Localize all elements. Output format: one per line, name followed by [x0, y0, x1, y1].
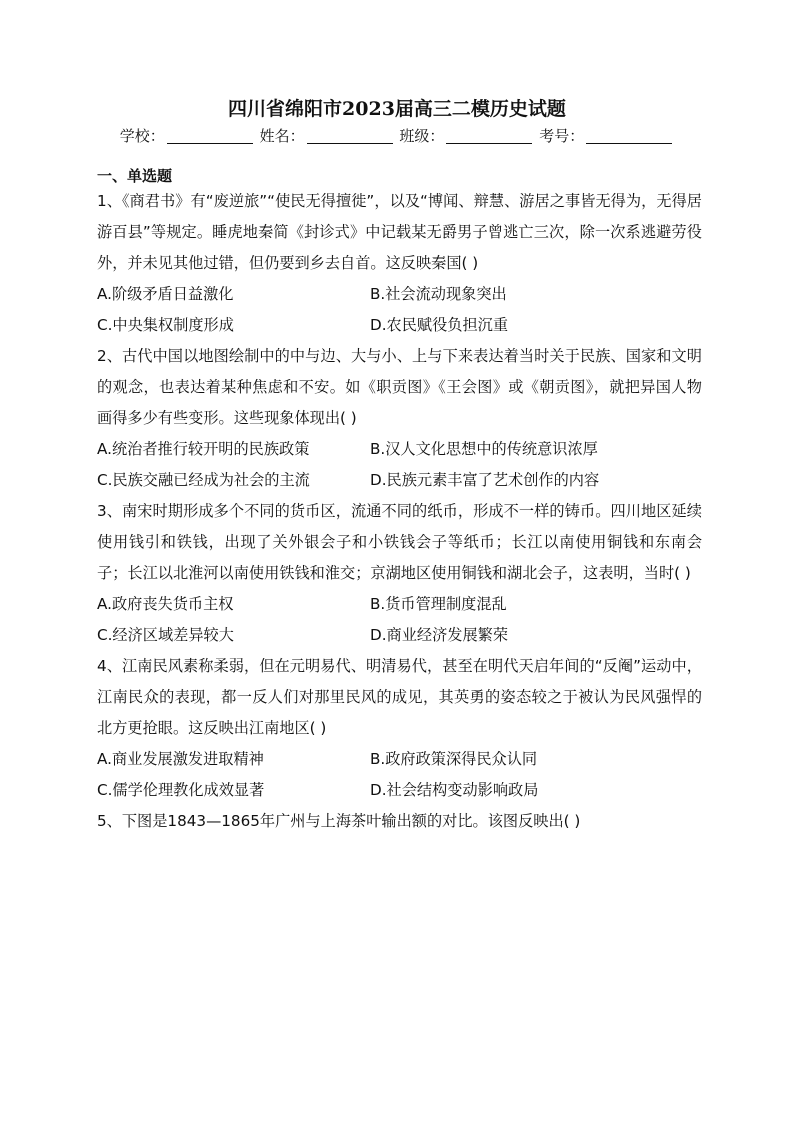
option-b[interactable]: B.社会流动现象突出	[370, 285, 507, 303]
option-row	[97, 465, 702, 496]
question-stem: 2、古代中国以地图绘制中的中与边、大与小、上与下来表达着当时关于民族、国家和文明的观念，也表达着某种焦虑和不安。如《职贡图》《王会图》或《朝贡图》，就把异国人物画得多少有些变形。这些现象体现出( )	[97, 347, 702, 427]
option-d[interactable]: D.商业经济发展繁荣	[370, 626, 509, 644]
section-title: 一、单选题	[97, 167, 173, 185]
option-d[interactable]: D.民族元素丰富了艺术创作的内容	[370, 471, 600, 489]
question-3	[97, 496, 702, 651]
exam-number-field	[539, 125, 674, 147]
exam-number-label: 考号：	[539, 127, 585, 145]
option-a[interactable]: A.政府丧失货币主权	[97, 595, 234, 613]
option-c[interactable]: C.民族交融已经成为社会的主流	[97, 471, 310, 489]
option-c[interactable]: C.中央集权制度形成	[97, 316, 234, 334]
question-stem: 3、南宋时期形成多个不同的货币区，流通不同的纸币，形成不一样的铸币。四川地区延续使用钱引和铁钱，出现了关外银会子和小铁钱会子等纸币；长江以南使用铜钱和东南会子；长江以北淮河以南使用铁钱和淮交；京湖地区使用铜钱和湖北会子，这表明，当时( )	[97, 502, 702, 582]
option-d[interactable]: D.社会结构变动影响政局	[370, 781, 539, 799]
exam-title: 四川省绵阳市2023届高三二模历史试题	[228, 98, 566, 120]
school-blank[interactable]	[167, 127, 253, 144]
option-row	[97, 434, 702, 465]
student-info-line	[0, 125, 794, 147]
question-stem: 1、《商君书》有“废逆旅”“使民无得擅徙”，以及“博闻、辩慧、游居之事皆无得为，无得居游百县”等规定。睡虎地秦简《封诊式》中记载某无爵男子曾逃亡三次，除一次系逃避劳役外，并未见其他过错，但仍要到乡去自首。这反映秦国( )	[97, 192, 702, 272]
question-2	[97, 341, 702, 496]
option-row	[97, 744, 702, 775]
option-row	[97, 589, 702, 620]
option-row	[97, 279, 702, 310]
question-1	[97, 186, 702, 341]
class-field	[399, 125, 534, 147]
question-stem: 4、江南民风素称柔弱，但在元明易代、明清易代，甚至在明代天启年间的“反阉”运动中，江南民众的表现，都一反人们对那里民风的成见，其英勇的姿态较之于被认为民风强悍的北方更抢眼。这反映出江南地区( )	[97, 657, 702, 737]
question-stem: 5、下图是1843—1865年广州与上海茶叶输出额的对比。该图反映出( )	[97, 812, 581, 830]
class-label: 班级：	[399, 127, 445, 145]
school-label: 学校：	[119, 127, 165, 145]
option-d[interactable]: D.农民赋役负担沉重	[370, 316, 509, 334]
option-a[interactable]: A.阶级矛盾日益激化	[97, 285, 234, 303]
option-a[interactable]: A.统治者推行较开明的民族政策	[97, 440, 310, 458]
option-row	[97, 620, 702, 651]
name-blank[interactable]	[307, 127, 393, 144]
exam-number-blank[interactable]	[586, 127, 672, 144]
question-5	[97, 806, 702, 837]
name-field	[260, 125, 395, 147]
option-b[interactable]: B.汉人文化思想中的传统意识浓厚	[370, 440, 598, 458]
school-field	[120, 125, 255, 147]
option-c[interactable]: C.儒学伦理教化成效显著	[97, 781, 265, 799]
option-c[interactable]: C.经济区域差异较大	[97, 626, 234, 644]
name-label: 姓名：	[259, 127, 305, 145]
option-b[interactable]: B.货币管理制度混乱	[370, 595, 507, 613]
option-b[interactable]: B.政府政策深得民众认同	[370, 750, 538, 768]
question-4	[97, 651, 702, 806]
option-a[interactable]: A.商业发展激发进取精神	[97, 750, 264, 768]
option-row	[97, 775, 702, 806]
class-blank[interactable]	[446, 127, 532, 144]
option-row	[97, 310, 702, 341]
question-list	[97, 186, 702, 837]
